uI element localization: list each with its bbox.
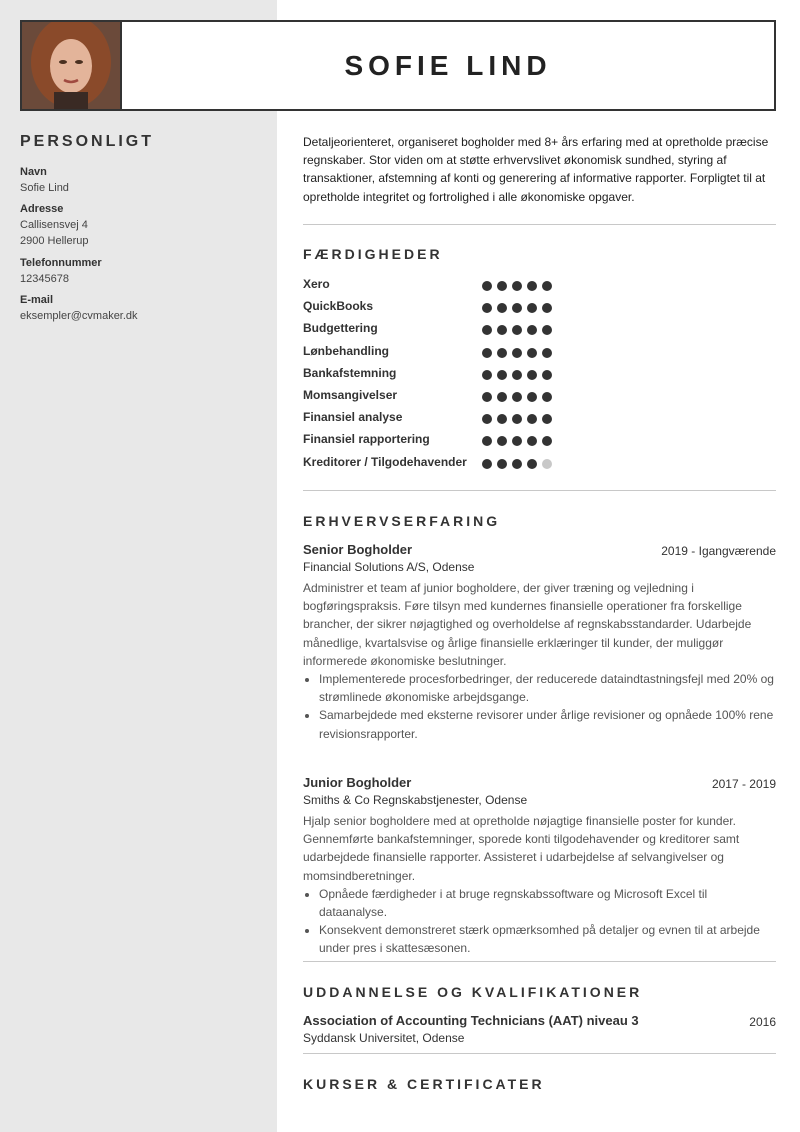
field-value: eksempler@cvmaker.dk: [20, 310, 138, 322]
skill-name: QuickBooks: [303, 299, 374, 314]
rating-dot-filled: [527, 392, 537, 402]
job-achievements: [303, 885, 776, 958]
skill-rating: [482, 281, 557, 291]
rating-dot-filled: [542, 370, 552, 380]
profile-photo: [22, 22, 122, 109]
field-value: Callisensvej 4: [20, 219, 88, 231]
skills-section-title: FÆRDIGHEDER: [303, 246, 443, 262]
skill-name: Lønbehandling: [303, 343, 389, 358]
full-name: SOFIE LIND: [344, 49, 552, 81]
skill-row: [303, 277, 563, 295]
rating-dot-filled: [527, 325, 537, 335]
courses-section-title: KURSER & CERTIFICATER: [303, 1076, 545, 1092]
rating-dot-filled: [512, 348, 522, 358]
education-entry: [303, 1013, 776, 1045]
divider: [303, 1053, 776, 1054]
rating-dot-filled: [542, 303, 552, 313]
education-title: Association of Accounting Technicians (AAT) niveau 3: [303, 1013, 639, 1028]
skill-name: Budgettering: [303, 321, 378, 336]
job-date: 2017 - 2019: [711, 777, 776, 791]
rating-dot-filled: [527, 303, 537, 313]
personal-field-name: [20, 164, 260, 196]
divider: [303, 490, 776, 491]
rating-dot-filled: [497, 281, 507, 291]
personal-field-email: [20, 292, 260, 324]
rating-dot-filled: [527, 348, 537, 358]
rating-dot-filled: [542, 325, 552, 335]
rating-dot-filled: [542, 392, 552, 402]
field-label: Navn: [20, 166, 47, 178]
rating-dot-filled: [512, 281, 522, 291]
rating-dot-filled: [527, 414, 537, 424]
education-school: Syddansk Universitet, Odense: [303, 1031, 465, 1045]
rating-dot-filled: [497, 303, 507, 313]
list-item: • Konsekvent demonstreret stærk opmærksomhed på detaljer og evnen til at arbejde under pres i skattesæsonen.: [319, 921, 776, 957]
skill-row: [303, 388, 563, 406]
job-entry: [303, 775, 776, 958]
job-description: Hjalp senior bogholdere med at opretholde nøjagtige finansielle poster for kunder. Gennemførte bankafstemninger, sporede konti tilgodehavender og kreditorer samt udarbejdede finansielle rapporter. Assisteret i udarbejdelse af selvangivelser og momsindberetninger.: [303, 814, 740, 883]
job-company: Financial Solutions A/S, Odense: [303, 560, 475, 574]
skill-rating: [482, 436, 557, 446]
list-item: • Samarbejdede med eksterne revisorer under årlige revisioner og opnåede 100% rene revisionsrapporter.: [319, 706, 776, 742]
personal-field-phone: [20, 255, 260, 287]
field-value: Sofie Lind: [20, 182, 69, 194]
rating-dot-filled: [482, 348, 492, 358]
field-label: E-mail: [20, 294, 54, 306]
skill-name: Finansiel rapportering: [303, 432, 430, 447]
job-company: Smiths & Co Regnskabstjenester, Odense: [303, 793, 528, 807]
rating-dot-filled: [542, 281, 552, 291]
rating-dot-filled: [482, 459, 492, 469]
skill-rating: [482, 348, 557, 358]
skill-row: [303, 366, 563, 384]
skill-row: [303, 432, 563, 450]
rating-dot-filled: [497, 414, 507, 424]
rating-dot-filled: [497, 325, 507, 335]
rating-dot-filled: [527, 459, 537, 469]
rating-dot-filled: [482, 325, 492, 335]
field-value: 12345678: [20, 273, 69, 285]
skill-row: [303, 299, 563, 317]
personal-section-title: PERSONLIGT: [20, 133, 155, 150]
rating-dot-filled: [527, 436, 537, 446]
skill-row: [303, 410, 563, 428]
rating-dot-filled: [512, 459, 522, 469]
field-value: 2900 Hellerup: [20, 235, 89, 247]
skill-rating: [482, 325, 557, 335]
divider: [303, 224, 776, 225]
rating-dot-filled: [527, 281, 537, 291]
experience-section-title: ERHVERVSERFARING: [303, 513, 501, 529]
skill-name: Finansiel analyse: [303, 410, 403, 425]
skill-rating: [482, 370, 557, 380]
rating-dot-filled: [542, 348, 552, 358]
skill-rating: [482, 414, 557, 424]
list-item: • Implementerede procesforbedringer, der reducerede dataindtastningsfejl med 20% og strømlinede økonomiske arbejdsgange.: [319, 670, 776, 706]
job-date: 2019 - Igangværende: [661, 544, 776, 558]
rating-dot-filled: [482, 370, 492, 380]
skill-row: [303, 321, 563, 339]
skill-row: [303, 455, 563, 473]
skill-rating: [482, 303, 557, 313]
rating-dot-filled: [542, 436, 552, 446]
skill-name: Kreditorer / Tilgodehavender: [303, 454, 467, 469]
divider: [303, 961, 776, 962]
rating-dot-filled: [512, 303, 522, 313]
rating-dot-filled: [512, 414, 522, 424]
rating-dot-filled: [482, 414, 492, 424]
skill-rating: [482, 392, 557, 402]
rating-dot-filled: [542, 414, 552, 424]
education-section-title: UDDANNELSE OG KVALIFIKATIONER: [303, 984, 643, 1000]
job-description: Administrer et team af junior bogholdere, der giver træning og vejledning i bogføringspraksis. Føre tilsyn med kundernes finansielle operationer fra forskellige brancher, der sikrer nøjagtighed og overholdelse af regnskabsstandarder. Udarbejde månedlige, kvartalsvise og årlige finansielle erklæringer til kunder, der muliggør informerede økonomiske beslutninger.: [303, 581, 752, 668]
job-title: Senior Bogholder: [303, 542, 413, 557]
rating-dot-filled: [497, 348, 507, 358]
rating-dot-filled: [482, 436, 492, 446]
rating-dot-filled: [497, 392, 507, 402]
job-entry: [303, 542, 776, 743]
header: [20, 20, 776, 111]
rating-dot-filled: [527, 370, 537, 380]
rating-dot-empty: [542, 459, 552, 469]
rating-dot-filled: [512, 392, 522, 402]
skill-name: Xero: [303, 277, 330, 291]
skill-name: Bankafstemning: [303, 365, 397, 380]
job-achievements: [303, 670, 776, 743]
rating-dot-filled: [497, 370, 507, 380]
rating-dot-filled: [482, 281, 492, 291]
rating-dot-filled: [482, 392, 492, 402]
field-label: Adresse: [20, 203, 64, 215]
rating-dot-filled: [497, 459, 507, 469]
field-label: Telefonnummer: [20, 257, 102, 269]
list-item: • Opnåede færdigheder i at bruge regnskabssoftware og Microsoft Excel til dataanalyse.: [319, 885, 776, 921]
job-title: Junior Bogholder: [303, 775, 412, 790]
personal-field-address: [20, 201, 260, 249]
skill-row: [303, 344, 563, 362]
profile-summary: Detaljeorienteret, organiseret bogholder med 8+ års erfaring med at opretholde præcise regnskaber. Stor viden om at støtte erhvervslivet økonomisk sundhed, styring af transaktioner, afstemning af konti og generering af informative rapporter. Forpligtet til at opretholde integritet og fortrolighed i alle økonomiske opgaver.: [303, 135, 769, 204]
rating-dot-filled: [497, 436, 507, 446]
education-date: 2016: [749, 1015, 776, 1029]
skill-name: Momsangivelser: [303, 388, 398, 402]
skill-rating: [482, 459, 557, 469]
rating-dot-filled: [482, 303, 492, 313]
rating-dot-filled: [512, 436, 522, 446]
rating-dot-filled: [512, 325, 522, 335]
rating-dot-filled: [512, 370, 522, 380]
